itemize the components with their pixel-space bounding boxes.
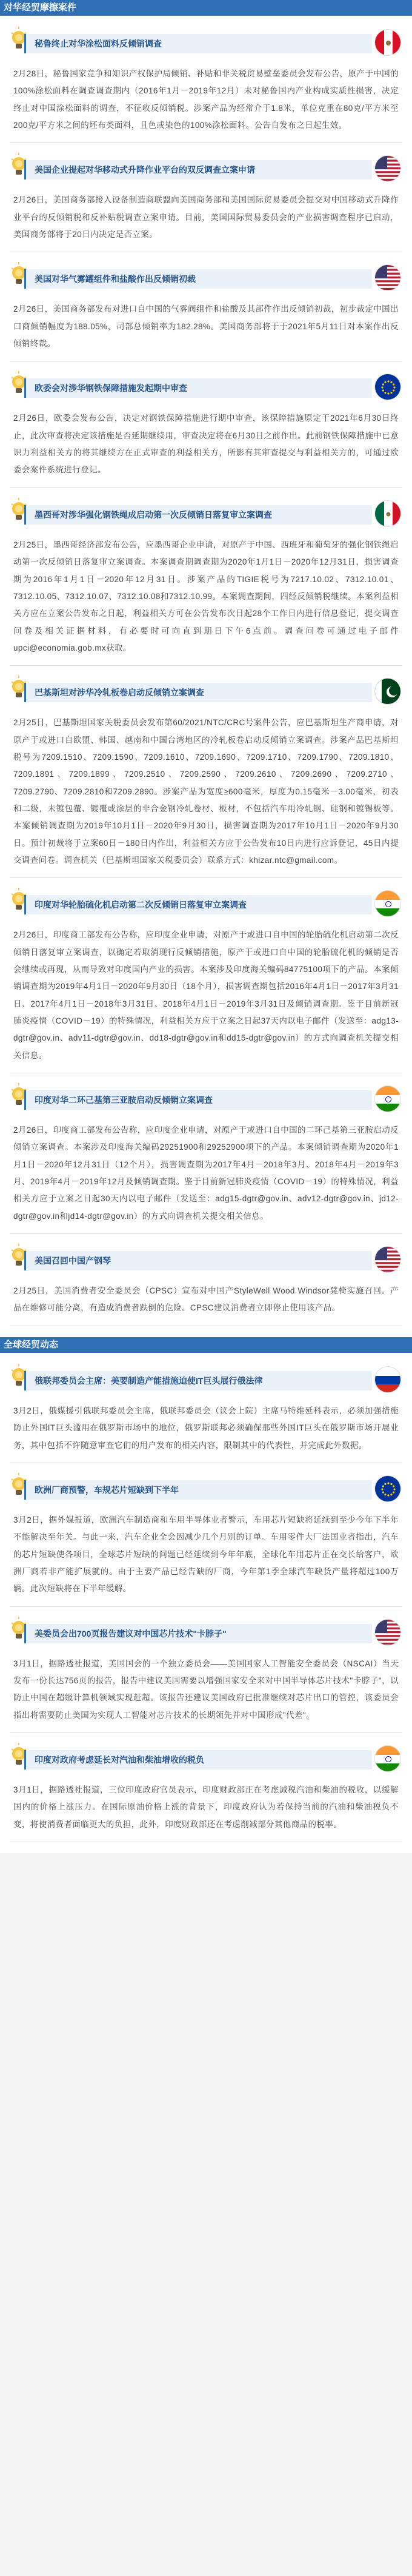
divider [10, 1233, 402, 1234]
news-article [0, 1239, 412, 1326]
news-article [0, 1468, 412, 1607]
news-article [0, 671, 412, 878]
eu-flag-icon [374, 374, 401, 400]
article-title[interactable]: 印度对华二环己基第三亚胺启动反倾销立案调查 [24, 1090, 372, 1110]
usa-flag-icon [374, 1246, 401, 1273]
article-title[interactable]: 美国企业提起对华移动式升降作业平台的双反调查立案申请 [24, 160, 372, 179]
mexico-flag-icon [374, 500, 401, 527]
news-article [0, 257, 412, 361]
article-body: 2月25日，墨西哥经济部发布公告，应墨西哥企业申请，对原产于中国、西班牙和葡萄牙的强化钢铁绳启动第一次反倾销日落复审立案调查。本案调查期调查期为2020年1月1日－2020年12月31日，损害调查期为2016年1月1日－2020年12月31日。涉案产品的TIGIE税号为7217.10.02、7312.10.01、7312.10.05、7312.10.07、7312.10.08和7312.10.99。本案调查期间，四经反倾销税继续。本案利益相关方应在立案公告发布之日起，利益相关方可在公告发布次日起28个工作日内进行信息登记，提交调查问卷及相关证据材料，有必要时可向直到期日下午6点前。调查问卷可通过电子邮件upci@economia.gob.mx获取。 [13, 540, 399, 652]
article-body: 3月2日，俄媒援引俄联邦委员会主席，俄联邦委员会（议会上院）主席马特维延科表示，必须加强措施防止外国IT巨头滥用在俄罗斯市场中的地位，俄罗斯联邦必须确保那些外国IT巨头在俄罗斯市场开展业务，其中包括不许随意审查它们的用户发布的相关内容，限制其中的代表性，并完成此外数据。 [13, 1406, 399, 1450]
article-header [5, 148, 407, 189]
article-header [5, 671, 407, 712]
article-body: 2月26日，欧委会发布公告，决定对钢铁保障措施进行期中审查，该保障措施原定于2021年6月30日终止，此次审查将决定该措施是否延期继续用，审查决定将在6月30日之前作出。此前钢铁保障措施中已意识力利益相关方的将其继续方在正式审查的利益相关方，所影有其审查提交与利益相关方的，可通过欧委会案件系统进行登记。 [13, 414, 399, 475]
usa-flag-icon [374, 1619, 401, 1646]
india-flag-icon [374, 1085, 401, 1112]
article-body: 2月25日，美国消费者安全委员会（CPSC）宣布对中国产StyleWell Wood Windsor凳椅实施召回。产品在维修可能分离，有造成消费者跌倒的危险。CPSC建议消费者立即停止使用该产品。 [13, 1286, 399, 1313]
news-article [0, 148, 412, 252]
article-body: 2月26日，美国商务部发布对进口自中国的气雾阀组件和盐酸及其部件作出反倾销初裁，初步裁定中国出口商倾销幅度为188.05%，司部总倾销率为182.28%。美国商务部将于于2021年5月11日对本案作出反倾销终裁。 [13, 304, 399, 349]
article-header [5, 366, 407, 408]
news-article [0, 883, 412, 1073]
article-title[interactable]: 印度对华轮胎硫化机启动第二次反倾销日落复审立案调查 [24, 895, 372, 914]
divider [10, 877, 402, 878]
article-header [5, 1359, 407, 1400]
section-header: 全球经贸动态 [0, 1337, 412, 1353]
russia-flag-icon [374, 1366, 401, 1393]
article-body: 3月1日，据路透社报道，美国国会的一个独立委员会——美国国家人工智能安全委员会（NSCAI）当天发布一份长达756页的报告，报告中建议美国需要以增强国家安全来对中国半导体芯片技术"卡脖子"，以防止中国在超级计算机领域实现赶超。该报告还建议美国政府已批准继续对芯片出口的管控，该委员会指出将需要防止美国为实现人工智能对芯片技术的长期领先并对中国形成"代差"。 [13, 1659, 399, 1720]
section-spacer [0, 1842, 412, 1853]
article-title[interactable]: 美国召回中国产钢琴 [24, 1251, 372, 1270]
eu-flag-icon [374, 1475, 401, 1502]
article-body: 2月26日，印度商工部发布公告称，应印度企业申请，对原产于或进口自中国的轮胎硫化机启动第二次反倾销日落复审立案调查，以确定若取消现行反倾销措施，原产于或进口自中国的轮胎硫化机的倾销是否会继续或再现，从而导致对印度国内产业的损害。本案涉及印度海关编码84775100项下的产品。本案倾销调查期为2019年4月1日－2020年9月30日（18个月），损害调查期包括2016年4月1日－2017年3月31日、2017年4月1日－2018年3月31日、2018年4月1日－2019年3月31日及倾销调查期。鉴于目前新冠肺炎疫情（COVID－19）的特殊情况，利益相关方应于立案之日起37天内以电子邮件（发送至：adg13-dgtr@gov.in、adv11-dgtr@gov.in、dd18-dgtr@gov.in和dd15-dgtr@gov.in）的方式向调查机关提交相关信息。 [13, 930, 399, 1060]
news-article [0, 22, 412, 143]
article-title[interactable]: 俄联邦委员会主席：美要制造产能措施迫使IT巨头展行俄法律 [24, 1371, 372, 1390]
article-header [5, 1468, 407, 1509]
news-article [0, 1078, 412, 1234]
usa-flag-icon [374, 155, 401, 182]
news-article [0, 1359, 412, 1463]
article-title[interactable]: 巴基斯坦对涉华冷轧板卷启动反倾销立案调查 [24, 683, 372, 702]
article-body: 3月1日，据路透社报道，三位印度政府官员表示，印度财政部正在考虑减税汽油和柴油的税收，以缓解国内的价格上涨压力。在国际原油价格上涨的背景下，印度政府认为若保持当前的汽油和柴油税负不变，将使消费者面临更大的负担，此外，印度财政部还在考虑削减部分其他商品的税率。 [13, 1785, 399, 1829]
india-flag-icon [374, 890, 401, 917]
article-body: 2月26日，美国商务部接入设备制造商联盟向美国商务部和美国国际贸易委员会提交对中国移动式升降作业平台的反倾销税和反补贴税调查立案申请。目前，美国国际贸易委员会的产业损害调查程序已启动，美国商务部将于20日内决定是否立案。 [13, 195, 399, 240]
article-title[interactable]: 美国对华气雾罐组件和盐酸作出反倾销初裁 [24, 269, 372, 289]
section-spacer [0, 1326, 412, 1337]
article-body: 3月2日，据外媒报道，欧洲汽车制造商和车用半导体业者警示，车用芯片短缺将延续到至少今年下半年不能解决至年关。与此一来，汽车企业全会因减少几个月别的订单。车用零件大厂法国业者指出，汽车的芯片短缺使各项目，全球芯片短缺的问题已经延续到今年年底，全球化车用芯片正在交长给客户，欧洲厂商若非产能扩展就的。由于主要产品已经告缺的厂商，今年第1季全球汽车缺货产量将超过100万辆。此次短缺将在下半年缓解。 [13, 1515, 399, 1594]
article-header [5, 493, 407, 534]
article-header [5, 22, 407, 63]
news-article [0, 366, 412, 488]
article-title[interactable]: 秘鲁终止对华涂松面料反倾销调查 [24, 34, 372, 53]
article-body: 2月25日，巴基斯坦国家关税委员会发布第60/2021/NTC/CRC号案件公告，应巴基斯坦生产商申请，对原产于或进口自欧盟、韩国、越南和中国台湾地区的冷轧板卷启动反倾销立案调查。涉案产品巴基斯坦税号为7209.1510、7209.1590、7209.1610、7209.1690、7209.1710、7209.1790、7209.1810、7209.1891、7209.1899、7209.2510、7209.2590、7209.2610、7209.2690、7209.2710、7209.2790、7209.2810和7209.2890。涉案产品为宽度≥600毫米，厚度为0.15毫米－3.00毫米，初表和二级，未镀包覆、镀覆或涂层的非合金钢冷轧卷材、板材，不包括汽车用冷轧钢、硅钢和镀锡板等。本案倾销调查期为2019年10月1日－2020年9月30日，损害调查期为2017年10月1日－2020年9月30日。预计初裁将于立案60日－180日内作出，利益相关方应于公告发布10日内进行应诉登记，45日内提交调查问卷。调查机关（巴基斯坦国家关税委员会）联系方式：khizar.ntc@gmail.com。 [13, 718, 399, 865]
section-header: 对华经贸摩擦案件 [0, 0, 412, 16]
article-header [5, 1738, 407, 1779]
news-article [0, 1612, 412, 1733]
article-header [5, 1612, 407, 1653]
pakistan-flag-icon [374, 678, 401, 705]
article-title[interactable]: 墨西哥对涉华强化钢铁绳成启动第一次反倾销日落复审立案调查 [24, 505, 372, 525]
article-body: 2月26日，印度商工部发布公告称，应印度企业申请，对原产于或进口自中国的二环己基第三亚胺启动反倾销立案调查。本案涉及印度海关编码29251900和29252900项下的产品。本案倾销调查期为2020年1月1日－2020年12月31日（12个月），损害调查期为2017年4月－2018年3月、2018年4月－2019年3月、2019年4月－2019年12月及倾销调查期。鉴于目前新冠肺炎疫情（COVID－19）的特殊情况，利益相关方应于立案之日起30天内以电子邮件（发送至：adg15-dgtr@gov.in、adv12-dgtr@gov.in、jd12-dgtr@gov.in和jd14-dgtr@gov.in）的方式向调查机关提交相关信息。 [13, 1125, 399, 1221]
article-title[interactable]: 美委员会出700页报告建议对中国芯片技术"卡脖子" [24, 1624, 372, 1643]
article-body: 2月28日，秘鲁国家竞争和知识产权保护局倾销、补贴和非关税贸易壁垒委员会发布公告，原产于中国的100%涂松面料在调查调查期内（2016年1月－2019年12月）未对秘鲁国内产业构成实质性损害，决定终止对中国涂松面料的调查，不征收反倾销税。涉案产品为经常介于1.8米，单位克重在80克/平方米至200克/平方米之间的坯布类面料，且色或染色的100%涂松面料。公告自发布之日起生效。 [13, 69, 399, 130]
peru-flag-icon [374, 29, 401, 56]
india-flag-icon [374, 1745, 401, 1772]
article-header [5, 1239, 407, 1280]
divider [10, 665, 402, 666]
news-article [0, 1738, 412, 1842]
article-header [5, 1078, 407, 1119]
article-header [5, 257, 407, 298]
news-article [0, 493, 412, 666]
divider [10, 1732, 402, 1733]
article-title[interactable]: 印度对政府考虑延长对汽油和柴油增收的税负 [24, 1750, 372, 1769]
article-title[interactable]: 欧委会对涉华钢铁保障措施发起期中审查 [24, 378, 372, 398]
article-header [5, 883, 407, 924]
article-title[interactable]: 欧洲厂商预警，车规芯片短缺到下半年 [24, 1480, 372, 1500]
usa-flag-icon [374, 264, 401, 291]
divider [10, 1606, 402, 1607]
